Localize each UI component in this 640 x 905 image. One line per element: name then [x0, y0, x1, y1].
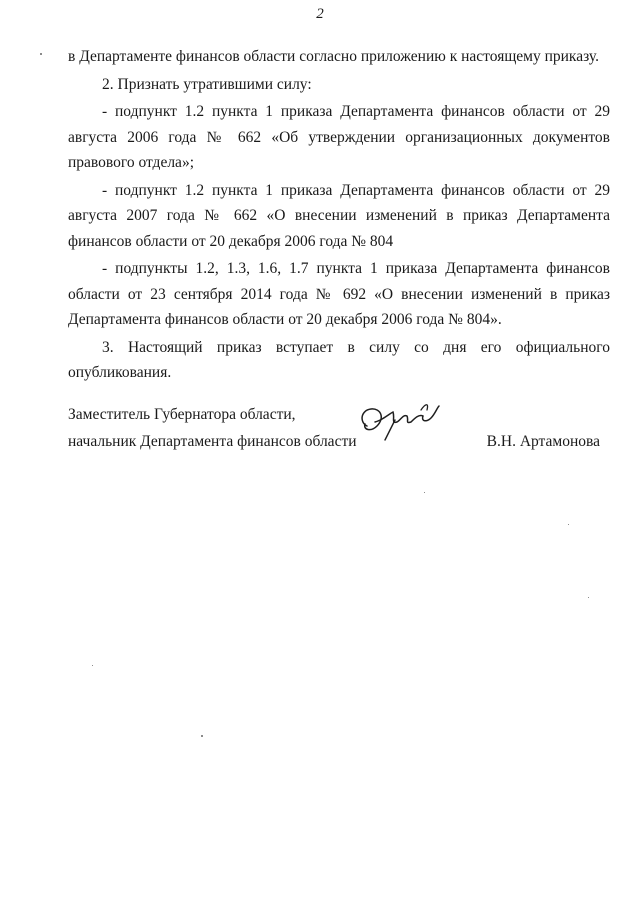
document-body — [68, 44, 610, 388]
scan-speck — [568, 524, 569, 525]
scan-speck — [201, 735, 203, 737]
paragraph-subitem-3: - подпункты 1.2, 1.3, 1.6, 1.7 пункта 1 приказа Департамента финансов области от 23 сентября 2014 года № 692 «О внесении изменений в приказ Департамента финансов области от 20 декабря 2006 года № 804». — [68, 260, 610, 328]
scan-speck — [92, 665, 93, 666]
paragraph-continuation: в Департаменте финансов области согласно приложению к настоящему приказу. — [68, 48, 599, 65]
page-number: 2 — [316, 6, 324, 22]
paragraph-item-2: 2. Признать утратившими силу: — [102, 75, 312, 93]
paragraph-subitem-2: - подпункт 1.2 пункта 1 приказа Департамента финансов области от 29 августа 2007 года № 662 «О внесении изменений в приказ Департамента финансов области от 20 декабря 2006 года № 804 — [68, 181, 610, 250]
scan-speck — [588, 597, 589, 598]
handwritten-signature — [355, 396, 445, 448]
signer-title-line-2: начальник Департамента финансов области — [68, 433, 357, 450]
paragraph-subitem-1: - подпункт 1.2 пункта 1 приказа Департамента финансов области от 29 августа 2006 года № 662 «Об утверждении организационных документов правового отдела»; — [68, 103, 610, 171]
signer-name: В.Н. Артамонова — [486, 433, 600, 450]
signature-block — [68, 401, 608, 455]
paragraph-item-3: 3. Настоящий приказ вступает в силу со дня его официального опубликования. — [68, 338, 610, 381]
scan-speck — [40, 53, 42, 55]
signer-title-line-1: Заместитель Губернатора области, — [68, 406, 296, 423]
scan-speck — [424, 492, 425, 493]
